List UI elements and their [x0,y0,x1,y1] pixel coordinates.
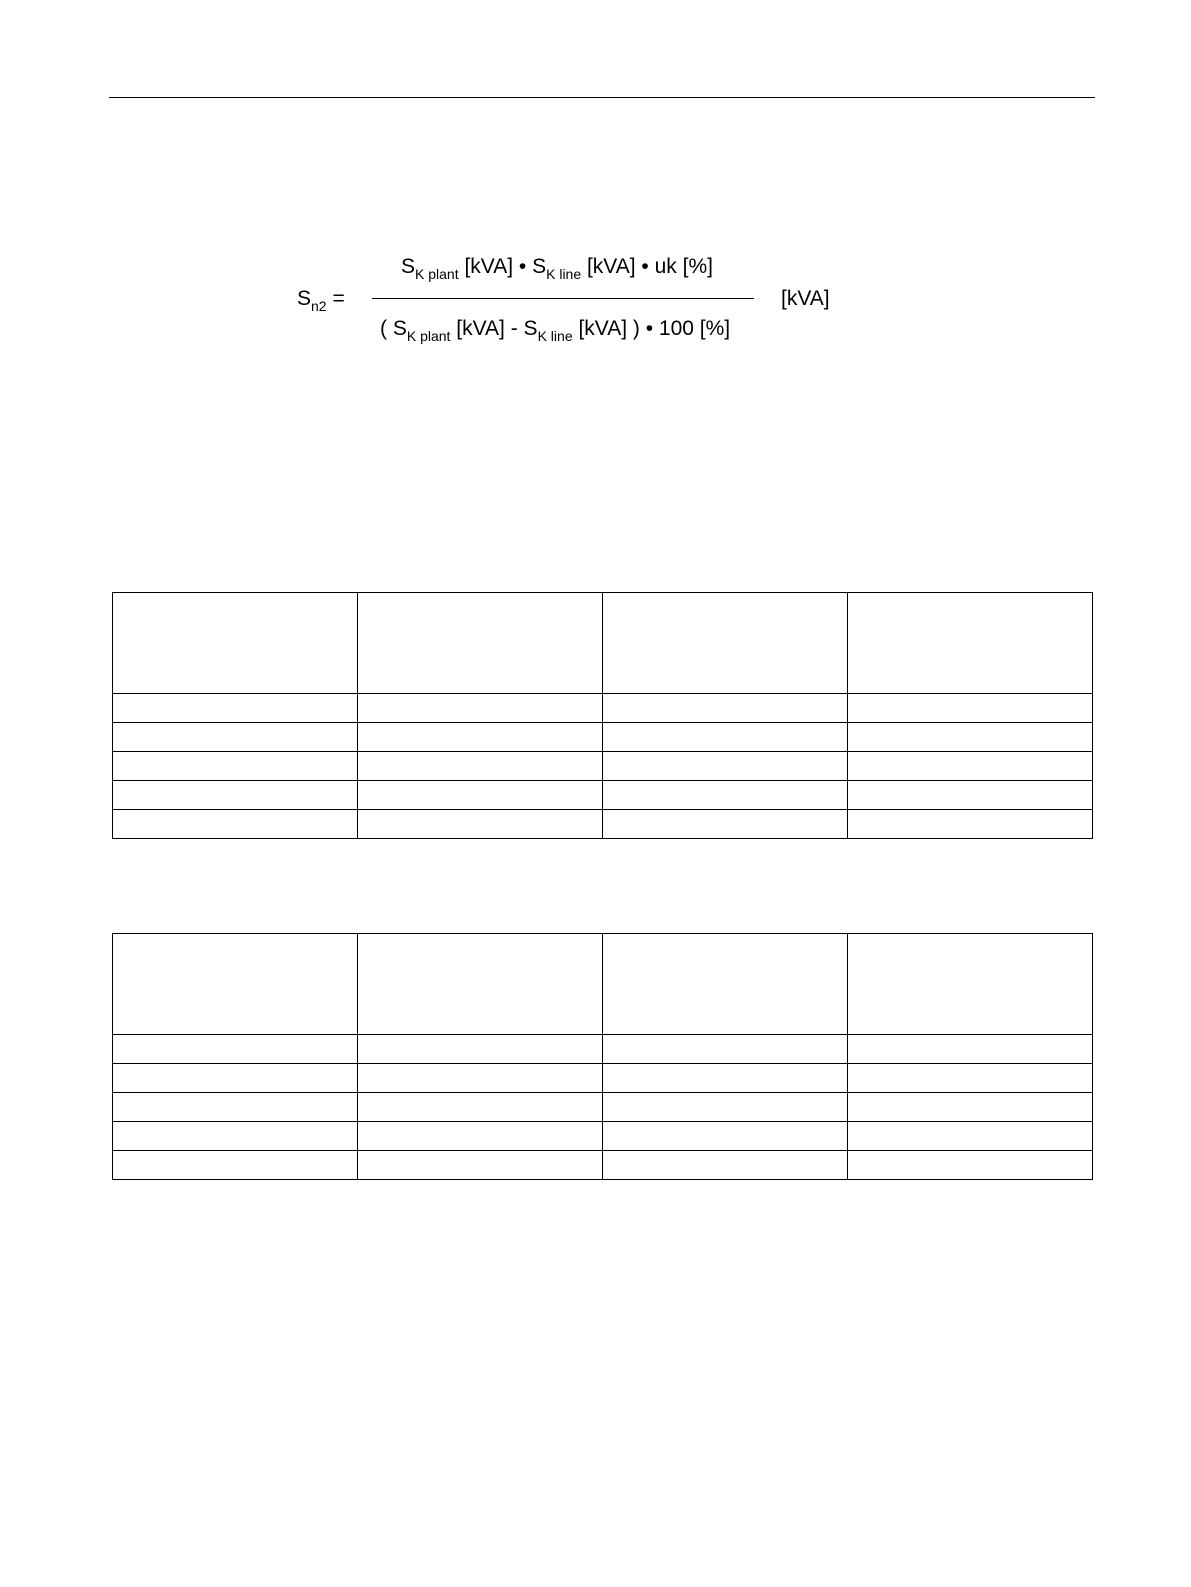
table-header-cell [848,934,1093,1035]
numerator-subscript: K line [546,266,582,282]
table-cell [603,1093,848,1122]
table-header-cell [113,934,358,1035]
table-row [113,752,1093,781]
table-header-cell [358,934,603,1035]
table-cell [113,1035,358,1064]
table-row [113,1151,1093,1180]
table-cell [603,723,848,752]
table-header-cell [113,593,358,694]
table-cell [113,1122,358,1151]
table-cell [603,694,848,723]
formula-sn2 [0,0,1191,400]
table-row [113,723,1093,752]
table-cell [603,781,848,810]
table-row [113,694,1093,723]
numerator-part: [kVA] • S [458,255,547,278]
lhs-subscript: n2 [311,298,327,314]
table-header-row [113,934,1093,1035]
table-row [113,1093,1093,1122]
denominator-subscript: K plant [406,328,451,344]
formula-denominator [380,317,731,344]
table-row [113,781,1093,810]
table-row [113,810,1093,839]
table-cell [358,1035,603,1064]
table-header-cell [603,934,848,1035]
table-cell [358,723,603,752]
formula-numerator [401,255,713,282]
denominator-part: ( S [380,317,407,340]
table-cell [603,1064,848,1093]
table-header-cell [848,593,1093,694]
table-cell [113,1064,358,1093]
table-cell [113,723,358,752]
data-table-2 [112,933,1093,1180]
denominator-part: [kVA] ) • 100 [%] [572,317,731,340]
table-cell [113,752,358,781]
table-cell [848,810,1093,839]
denominator-subscript: K line [537,328,573,344]
table-cell [603,1151,848,1180]
fraction-bar [372,298,754,299]
table-cell [358,1122,603,1151]
table-cell [848,1151,1093,1180]
table-header-cell [603,593,848,694]
formula-lhs [297,287,345,314]
table-cell [358,1151,603,1180]
table-row [113,1035,1093,1064]
equals-sign: = [332,287,345,310]
table-row [113,1064,1093,1093]
formula-unit: [kVA] [781,287,830,310]
table-cell [113,1093,358,1122]
table-cell [358,752,603,781]
table-cell [848,1093,1093,1122]
lhs-symbol: S [297,287,312,310]
data-table-1 [112,592,1093,839]
numerator-part: [kVA] • uk [%] [581,255,713,278]
table-cell [358,694,603,723]
table-cell [848,1035,1093,1064]
table-cell [113,694,358,723]
table-cell [113,1151,358,1180]
table-cell [848,752,1093,781]
table-cell [358,781,603,810]
denominator-part: [kVA] - S [450,317,538,340]
table-cell [848,1122,1093,1151]
numerator-subscript: K plant [415,266,459,282]
table-cell [848,781,1093,810]
table-cell [848,1064,1093,1093]
table-cell [113,810,358,839]
table-cell [358,1093,603,1122]
table-cell [603,810,848,839]
table-header-row [113,593,1093,694]
table-row [113,1122,1093,1151]
table-cell [113,781,358,810]
table-cell [358,810,603,839]
table-cell [603,1035,848,1064]
table-cell [848,723,1093,752]
table-cell [358,1064,603,1093]
numerator-part: S [401,255,416,278]
table-cell [603,1122,848,1151]
table-header-cell [358,593,603,694]
table-cell [603,752,848,781]
table-cell [848,694,1093,723]
